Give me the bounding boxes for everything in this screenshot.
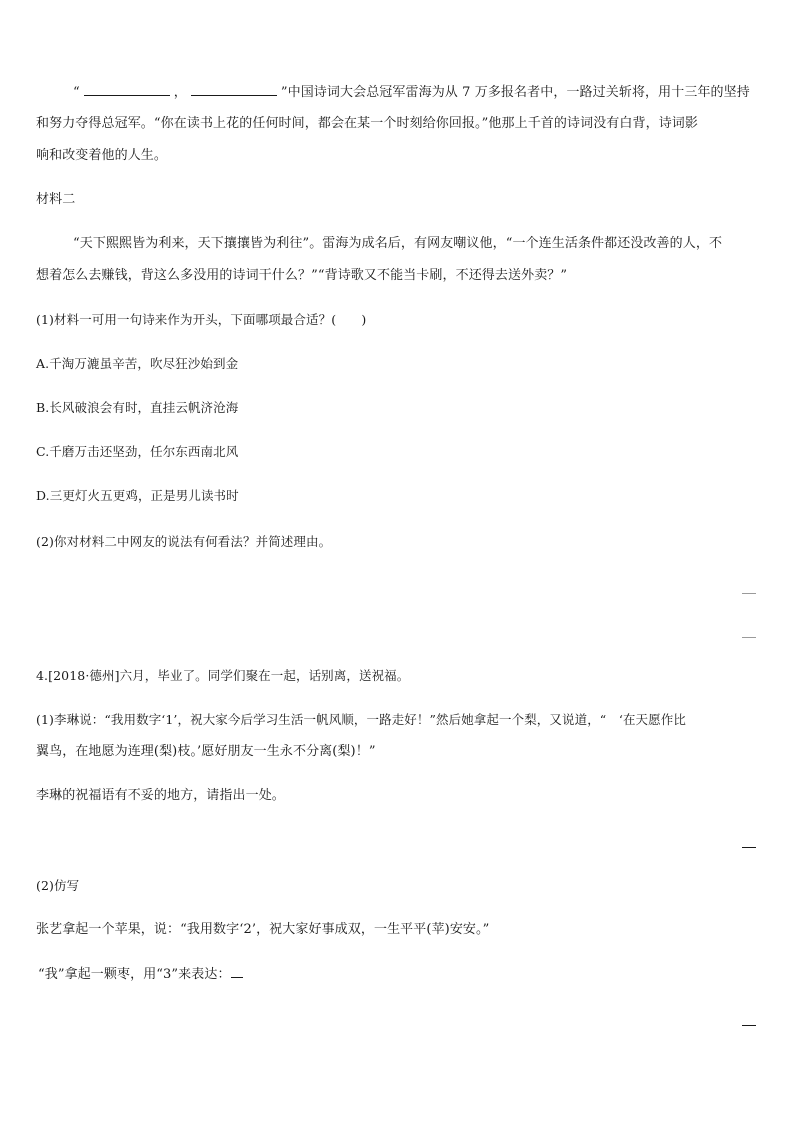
comma: ， — [173, 85, 187, 100]
answer-line-2[interactable] — [742, 637, 756, 638]
q4-sub1-line1: (1)李琳说：“我用数字‘1’，祝大家今后学习生活一帆风顺，一路走好！”然后她拿起一个梨，又说道，“ ‘在天愿作比 — [36, 712, 686, 727]
q4-sub2-prompt-line — [38, 966, 758, 983]
q4-sub1-line2: 翼鸟，在地愿为连理(梨)枝。’愿好朋友一生永不分离(梨)！” — [36, 744, 376, 759]
q3-sub1: (1)材料一可用一句诗来作为开头，下面哪项最合适？( ) — [36, 312, 367, 327]
fill-blank-1[interactable] — [84, 84, 170, 96]
answer-line-1[interactable] — [742, 593, 756, 594]
q4-sub2: (2)仿写 — [36, 878, 80, 893]
material1-line1 — [73, 84, 758, 101]
option-a[interactable]: A.千淘万漉虽辛苦，吹尽狂沙始到金 — [36, 356, 239, 371]
option-d[interactable]: D.三更灯火五更鸡，正是男儿读书时 — [36, 488, 239, 503]
q4-sub2-example: 张艺拿起一个苹果，说：“我用数字‘2’，祝大家好事成双，一生平平(苹)安安。” — [36, 922, 490, 937]
q3-sub2: (2)你对材料二中网友的说法有何看法？并简述理由。 — [36, 534, 332, 549]
q4-sub2-prompt: “我”拿起一颗枣，用“3”来表达： — [38, 967, 231, 982]
q4-title: 4.[2018·德州]六月，毕业了。同学们聚在一起，话别离，送祝福。 — [36, 668, 410, 683]
material1-line2: 和努力夺得总冠军。“你在读书上花的任何时间，都会在某一个时刻给你回报。”他那上千首的诗词没有白背，诗词影 — [36, 116, 698, 131]
material1-line3: 响和改变着他的人生。 — [36, 148, 168, 163]
material2-line1: “天下熙熙皆为利来，天下攘攘皆为利往”。雷海为成名后，有网友嘲议他，“一个连生活条件都还没改善的人，不 — [73, 236, 723, 251]
q4-sub1-line3: 李琳的祝福语有不妥的地方，请指出一处。 — [36, 788, 285, 803]
open-quote: “ — [73, 85, 80, 100]
material2-heading: 材料二 — [36, 192, 76, 207]
material2-line2: 想着怎么去赚钱，背这么多没用的诗词干什么？”“背诗歌又不能当卡刷，不还得去送外卖？” — [36, 268, 568, 283]
option-c[interactable]: C.千磨万击还坚劲，任尔东西南北风 — [36, 444, 239, 459]
fill-blank-3[interactable] — [231, 966, 243, 978]
answer-line-3[interactable] — [742, 847, 756, 848]
material1-line1-text: ”中国诗词大会总冠军雷海为从 7 万多报名者中，一路过关斩将，用十三年的坚持 — [280, 85, 750, 100]
answer-line-4[interactable] — [742, 1025, 756, 1026]
fill-blank-2[interactable] — [191, 84, 277, 96]
option-b[interactable]: B.长风破浪会有时，直挂云帆济沧海 — [36, 400, 239, 415]
